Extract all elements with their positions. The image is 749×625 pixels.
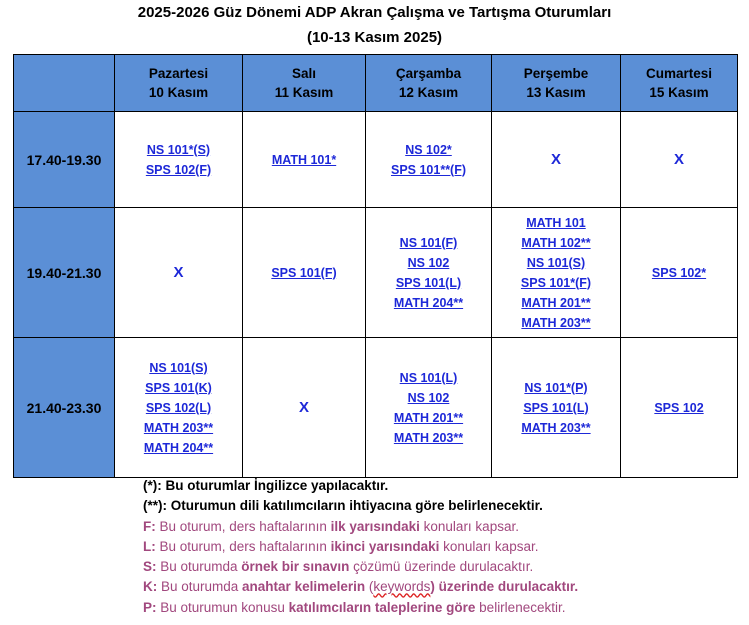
note-p: P: Bu oturumun konusu katılımcıların taleplerine göre belirlenecektir.	[143, 599, 566, 615]
course-link[interactable]: SPS 102(L)	[145, 400, 212, 415]
session-cell	[243, 338, 366, 478]
course-link[interactable]: MATH 102**	[521, 235, 591, 250]
schedule-row	[14, 208, 738, 338]
day-header: Cumartesi 15 Kasım	[621, 55, 738, 112]
no-session-mark: X	[298, 398, 309, 416]
header-row	[14, 55, 738, 112]
course-link[interactable]: NS 101(F)	[399, 235, 458, 250]
note-f: F: Bu oturum, ders haftalarının ilk yarısındaki konuları kapsar.	[143, 518, 519, 534]
day-header: Perşembe 13 Kasım	[492, 55, 621, 112]
course-link[interactable]: SPS 101**(F)	[390, 162, 467, 177]
course-link[interactable]: SPS 101(L)	[523, 400, 589, 415]
course-link[interactable]: SPS 102(F)	[145, 162, 212, 177]
session-cell	[492, 208, 621, 338]
course-link[interactable]: MATH 203**	[521, 420, 591, 435]
day-header: Pazartesi 10 Kasım	[115, 55, 243, 112]
course-link[interactable]: MATH 203**	[521, 315, 591, 330]
course-link[interactable]: MATH 101	[526, 215, 586, 230]
session-cell	[621, 112, 738, 208]
session-cell	[492, 338, 621, 478]
course-link[interactable]: NS 101*(S)	[146, 142, 211, 157]
session-cell	[243, 112, 366, 208]
day-header: Salı 11 Kasım	[243, 55, 366, 112]
schedule-row	[14, 338, 738, 478]
course-link[interactable]: SPS 102*	[651, 265, 707, 280]
note-s: S: Bu oturumda örnek bir sınavın çözümü üzerinde durulacaktır.	[143, 559, 534, 575]
note-l: L: Bu oturum, ders haftalarının ikinci yarısındaki konuları kapsar.	[143, 538, 539, 554]
session-cell	[621, 208, 738, 338]
course-link[interactable]: MATH 203**	[393, 430, 464, 445]
course-link[interactable]: MATH 101*	[271, 152, 337, 167]
page-subtitle: (10-13 Kasım 2025)	[306, 29, 443, 46]
time-slot: 21.40-23.30	[14, 338, 115, 478]
session-cell	[366, 112, 492, 208]
no-session-mark: X	[550, 150, 561, 168]
course-link[interactable]: SPS 102	[654, 400, 704, 415]
note-language: (**): Oturumun dili katılımcıların ihtiyacına göre belirlenecektir.	[143, 498, 543, 514]
time-slot: 17.40-19.30	[14, 112, 115, 208]
course-link[interactable]: NS 101(S)	[149, 360, 208, 375]
course-link[interactable]: NS 102	[407, 255, 450, 270]
course-link[interactable]: MATH 201**	[393, 410, 464, 425]
course-link[interactable]: NS 101*(P)	[524, 380, 588, 395]
day-header: Çarşamba 12 Kasım	[366, 55, 492, 112]
course-link[interactable]: MATH 201**	[521, 295, 591, 310]
course-link[interactable]: MATH 203**	[143, 420, 214, 435]
corner-cell	[14, 55, 115, 112]
session-cell	[115, 338, 243, 478]
session-cell	[115, 208, 243, 338]
session-cell	[366, 338, 492, 478]
legend-notes	[143, 476, 578, 618]
session-cell	[492, 112, 621, 208]
no-session-mark: X	[173, 263, 184, 281]
schedule-row	[14, 112, 738, 208]
time-slot: 19.40-21.30	[14, 208, 115, 338]
course-link[interactable]: SPS 101*(F)	[520, 275, 592, 290]
session-cell	[366, 208, 492, 338]
session-cell	[115, 112, 243, 208]
no-session-mark: X	[673, 150, 684, 168]
session-cell	[621, 338, 738, 478]
page-title: 2025-2026 Güz Dönemi ADP Akran Çalışma ve Tartışma Oturumları	[137, 4, 612, 21]
course-link[interactable]: MATH 204**	[393, 295, 464, 310]
course-link[interactable]: SPS 101(L)	[395, 275, 462, 290]
course-link[interactable]: SPS 101(F)	[271, 265, 337, 280]
course-link[interactable]: MATH 204**	[143, 440, 214, 455]
note-english: (*): Bu oturumlar İngilizce yapılacaktır.	[143, 478, 389, 493]
course-link[interactable]: SPS 101(K)	[145, 380, 212, 395]
course-link[interactable]: NS 102	[407, 390, 450, 405]
session-cell	[243, 208, 366, 338]
schedule-table	[13, 54, 738, 478]
course-link[interactable]: NS 102*	[405, 142, 452, 157]
course-link[interactable]: NS 101(L)	[399, 370, 458, 385]
course-link[interactable]: NS 101(S)	[526, 255, 586, 270]
note-k: K: Bu oturumda anahtar kelimelerin (keywords) üzerinde durulacaktır.	[143, 579, 579, 595]
